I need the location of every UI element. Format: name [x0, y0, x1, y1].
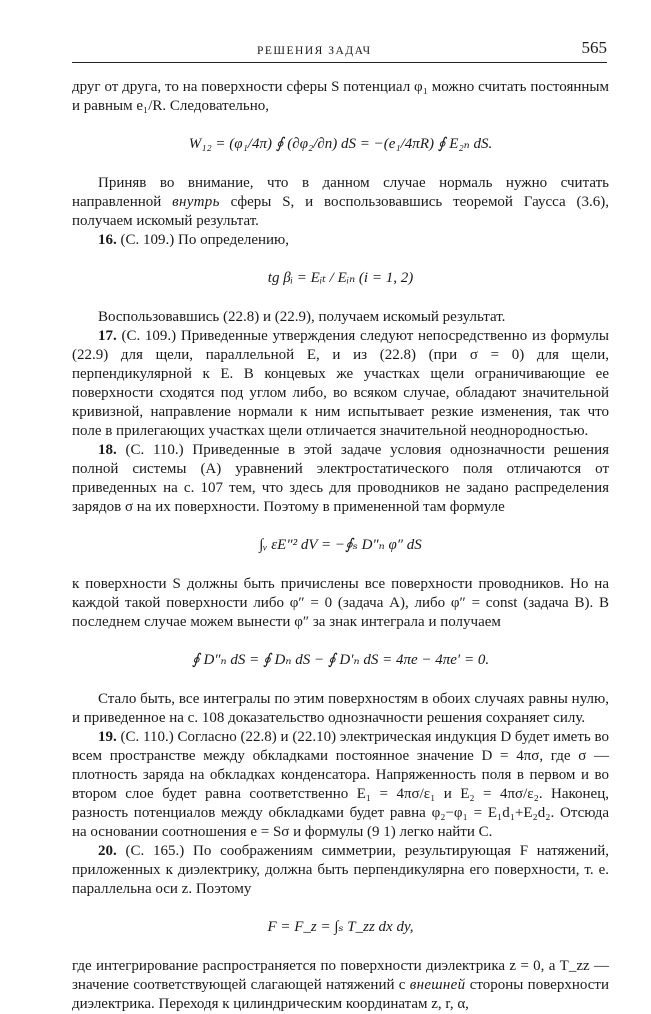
- text-segment: сферы S, и воспользовавшись теоремой Гаусса (3.6), получаем искомый результат.: [72, 194, 609, 229]
- problem-20-continued: [72, 957, 609, 1014]
- text-segment: стороны поверхности диэлектрика. Переходя к цилиндрическим координатам z, r, α,: [72, 977, 609, 1012]
- equation-w12: W₁₂ = (φ₁/4π) ∮ (∂φ₂/∂n) dS = −(e₁/4πR) ∮ E₂ₙ dS.: [188, 136, 493, 152]
- problem-number: 16.: [98, 232, 117, 248]
- problem-text: (С. 110.) Согласно (22.8) и (22.10) электрическая индукция D будет иметь во всем пространстве между обкладками постоянное значение D = 4πσ, где σ — плотность заряда на обкладках конденсатора. Напряженность поля в первом и во втором слое будет равна соответственно E₁ = 4πσ/ε₁ и E₂ = 4πσ/ε₂. Наконец, разность потенциалов между обкладками будет равна φ₂−φ₁ = E₁d₁+E₂d₂. Отсюда на основании соотношения e = Sσ и формулы (9 1) легко найти C.: [72, 729, 609, 840]
- equation-tg-beta: tg βᵢ = Eᵢₜ / Eᵢₙ (i = 1, 2): [267, 270, 414, 286]
- problem-20: [72, 842, 609, 899]
- emphasized-word: внутрь: [172, 194, 220, 210]
- page-number: 565: [581, 38, 607, 57]
- equation-volume-integral: ∫ᵥ εE″² dV = −∮ₛ D″ₙ φ″ dS: [259, 537, 422, 553]
- running-head: РЕШЕНИЯ ЗАДАЧ: [257, 45, 372, 57]
- problem-text: (С. 109.) Приведенные утверждения следуют непосредственно из формулы (22.9) для щели, параллельной E, и из (22.8) (при σ = 0) для щели, перпендикулярной к E. В концевых же участках щели ограничивающие ее поверхности сходятся под углом либо, во всяком случае, обладают значительной кривизной, направление нормали к ним испытывает резкие изменения, так что поле в прилегающих участках щели отличается значительной неоднородностью.: [72, 328, 609, 439]
- problem-text: (С. 165.) По соображениям симметрии, результирующая F натяжений, приложенных к диэлектрику, должна быть перпендикулярна его поверхности, т. е. параллельна оси z. Поэтому: [72, 843, 609, 897]
- text-segment: где интегрирование распространяется по поверхности диэлектрика z = 0, а T_zz — значение соответствующей слагающей натяжений с: [72, 958, 609, 993]
- problem-number: 19.: [98, 729, 117, 745]
- problem-18: [72, 441, 609, 517]
- problem-19: [72, 728, 609, 842]
- problem-number: 17.: [98, 328, 117, 344]
- page-body: [72, 78, 609, 1014]
- problem-18-conclusion: Стало быть, все интегралы по этим поверхностям в обоих случаях равны нулю, и приведенное на с. 108 доказательство однозначности решения сохраняет силу.: [72, 691, 609, 726]
- text-segment: Приняв во внимание, что в данном случае нормаль нужно считать направленной: [72, 175, 609, 210]
- problem-17: [72, 327, 609, 441]
- page-header: [72, 38, 607, 64]
- problem-16-result: Воспользовавшись (22.8) и (22.9), получаем искомый результат.: [98, 309, 506, 325]
- paragraph-normal-inward: [72, 174, 609, 231]
- equation-surface-integrals: ∮ D″ₙ dS = ∮ Dₙ dS − ∮ D′ₙ dS = 4πe − 4πe′ = 0.: [191, 652, 490, 668]
- problem-text: (С. 109.) По определению,: [116, 232, 290, 248]
- equation-force: F = F_z = ∫ₛ T_zz dx dy,: [267, 919, 414, 935]
- problem-number: 20.: [98, 843, 117, 859]
- problem-text: (С. 110.) Приведенные в этой задаче условия однозначности решения полной системы (A) уравнений электростатического поля отличаются от приведенных на с. 107 тем, что здесь для проводников не задано распределения зарядов σ на их поверхности. Поэтому в примененной там формуле: [72, 442, 609, 515]
- problem-16: [72, 231, 609, 250]
- emphasized-word: внешней: [409, 977, 466, 993]
- paragraph-continuation: друг от друга, то на поверхности сферы S потенциал φ₁ можно считать постоянным и равным e₁/R. Следовательно,: [72, 79, 609, 114]
- problem-number: 18.: [98, 442, 117, 458]
- problem-18-continued: к поверхности S должны быть причислены все поверхности проводников. Но на каждой такой поверхности либо φ″ = 0 (задача A), либо φ″ = const (задача B). В последнем случае можем вынести φ″ за знак интеграла и получаем: [72, 576, 609, 630]
- header-rule: [72, 62, 607, 63]
